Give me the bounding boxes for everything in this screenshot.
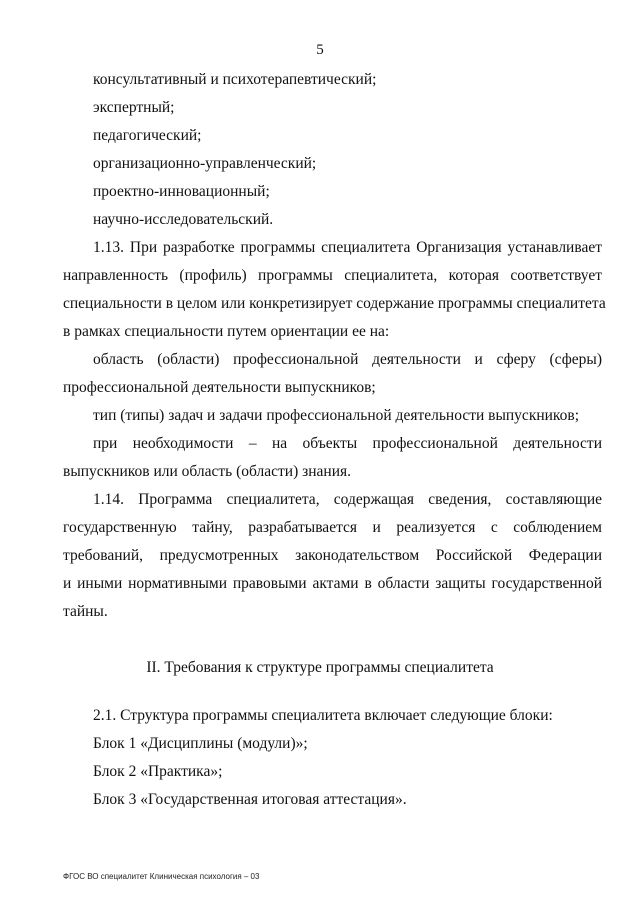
- block-item: Блок 2 «Практика»;: [93, 763, 223, 780]
- paragraph-1-13-line: в рамках специальности путем ориентации ее на:: [63, 323, 390, 340]
- paragraph-1-13-line: направленность (профиль) программы специалитета, которая соответствует: [63, 267, 602, 284]
- list-item: научно-исследовательский.: [93, 211, 274, 228]
- list-item: организационно-управленческий;: [93, 155, 317, 172]
- orientation-item-line: профессиональной деятельности выпускников;: [63, 379, 376, 396]
- list-item: педагогический;: [93, 127, 202, 144]
- block-item: Блок 3 «Государственная итоговая аттестация».: [93, 791, 407, 808]
- paragraph-1-14-line: и иными нормативными правовыми актами в области защиты государственной: [63, 575, 602, 592]
- orientation-item-line: выпускников или область (области) знания.: [63, 463, 352, 480]
- paragraph-1-13-line: специальности в целом или конкретизирует содержание программы специалитета: [63, 295, 606, 312]
- list-item: проектно-инновационный;: [93, 183, 270, 200]
- orientation-item-line: область (области) профессиональной деятельности и сферу (сферы): [93, 351, 602, 368]
- orientation-item-line: тип (типы) задач и задачи профессиональной деятельности выпускников;: [93, 407, 580, 424]
- section-heading: II. Требования к структуре программы специалитета: [146, 659, 494, 676]
- orientation-item-line: при необходимости – на объекты профессиональной деятельности: [93, 435, 602, 452]
- page-footer: ФГОС ВО специалитет Клиническая психология – 03: [63, 872, 260, 881]
- paragraph-1-14-line: государственную тайну, разрабатывается и реализуется с соблюдением: [63, 519, 602, 536]
- paragraph-1-13-line: 1.13. При разработке программы специалитета Организация устанавливает: [93, 239, 602, 256]
- list-item: консультативный и психотерапевтический;: [93, 71, 377, 88]
- block-item: Блок 1 «Дисциплины (модули)»;: [93, 735, 308, 752]
- paragraph-1-14-line: требований, предусмотренных законодательством Российской Федерации: [63, 547, 602, 564]
- paragraph-1-14-line: тайны.: [63, 603, 108, 620]
- list-item: экспертный;: [93, 99, 175, 116]
- page-number: 5: [316, 42, 324, 58]
- paragraph-1-14-line: 1.14. Программа специалитета, содержащая сведения, составляющие: [93, 491, 602, 508]
- paragraph-2-1: 2.1. Структура программы специалитета включает следующие блоки:: [93, 707, 553, 724]
